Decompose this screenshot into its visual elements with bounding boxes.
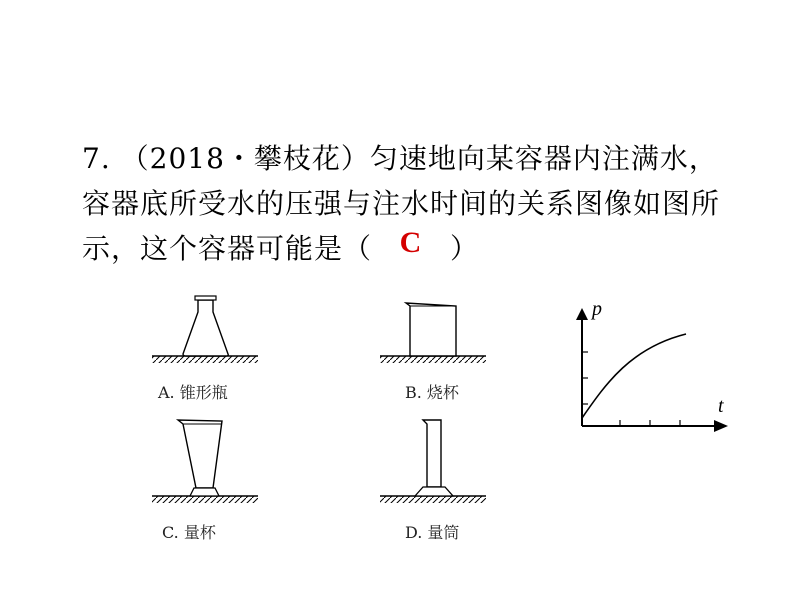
question-close-paren: ） xyxy=(450,232,480,265)
x-axis-arrow xyxy=(714,420,728,432)
beaker-icon xyxy=(380,303,486,363)
question-body: 匀速地向某容器内注满水，容器底所受水的压强与注水时间的关系图像如图所示，这个容器可能是（ xyxy=(82,142,721,265)
option-d-label: D. 量筒 xyxy=(405,523,460,542)
conical-flask-icon xyxy=(152,296,258,363)
y-axis-label: p xyxy=(592,298,602,320)
option-b-label: B. 烧杯 xyxy=(405,383,459,402)
measuring-cup-icon xyxy=(152,420,258,503)
question-number: 7. xyxy=(82,142,111,175)
graduated-cylinder-icon xyxy=(380,420,486,503)
x-axis-label: t xyxy=(718,395,724,417)
answer-value: C xyxy=(399,226,423,259)
pressure-curve xyxy=(582,334,686,418)
option-a-label: A. 锥形瓶 xyxy=(158,383,228,402)
y-axis-arrow xyxy=(576,308,588,320)
pressure-time-graph xyxy=(576,308,728,432)
option-c-label: C. 量杯 xyxy=(162,523,216,542)
question-source: （2018・攀枝花） xyxy=(120,142,370,175)
